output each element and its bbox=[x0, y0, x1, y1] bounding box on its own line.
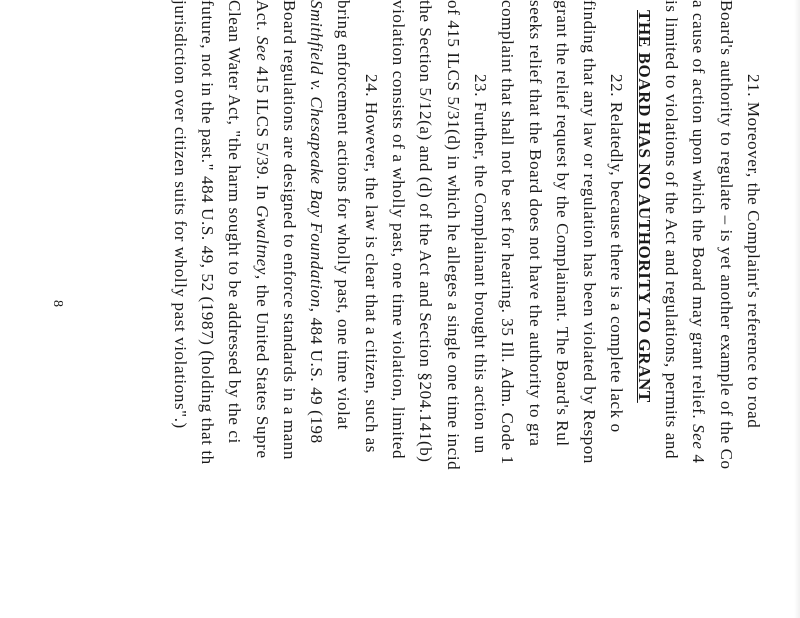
paragraph-line: complaint that shall not be set for hearing. 35 Ill. Adm. Code 1 bbox=[498, 0, 518, 465]
paragraph-first-line: 24. However, the law is clear that a citizen, such as bbox=[361, 74, 381, 454]
paragraph-first-line: 22. Relatedly, because there is a complete lack o bbox=[607, 74, 627, 433]
paragraph-line: is limited to violations of the Act and regulations, permits and bbox=[662, 0, 682, 460]
paragraph-line: Board's authority to regulate – is yet another example of the Co bbox=[716, 0, 736, 470]
page-number: 8 bbox=[50, 300, 65, 307]
paragraph-line: seeks relief that the Board does not have the authority to gra bbox=[525, 0, 545, 447]
paragraph-line: violation consists of a wholly past, one time violation, limited bbox=[389, 0, 409, 460]
paragraph-line: of 415 ILCS 5/31(d) in which he alleges a single one time incid bbox=[443, 0, 463, 471]
section-heading: THE BOARD HAS NO AUTHORITY TO GRANT bbox=[634, 10, 654, 403]
paragraph-line: Smithfield v. Chesapeake Bay Foundation, 484 U.S. 49 (198 bbox=[307, 0, 327, 444]
paragraph-line: a cause of action upon which the Board may grant relief. See 4 bbox=[689, 0, 709, 464]
paragraph-line: Board regulations are designed to enforce standards in a mann bbox=[279, 0, 299, 461]
paragraph-line: Clean Water Act, "the harm sought to be addressed by the ci bbox=[225, 0, 245, 444]
paragraph-line: the Section 5/12(a) and (d) of the Act and Section §204.141(b) bbox=[416, 0, 436, 463]
paragraph-line: bring enforcement actions for wholly past, one time violat bbox=[334, 0, 354, 430]
paragraph-line: finding that any law or regulation has been violated by Respon bbox=[580, 0, 600, 464]
paragraph-line: jurisdiction over citizen suits for wholly past violations".) bbox=[170, 0, 190, 429]
paragraph-first-line: 21. Moreover, the Complaint's reference to road bbox=[744, 74, 763, 429]
paragraph-line: Act. See 415 ILCS 5/39. In Gwaltney, the United States Supre bbox=[252, 0, 272, 459]
paragraph-first-line: 23. Further, the Complainant brought this action un bbox=[471, 74, 490, 454]
paragraph-line: future, not in the past." 484 U.S. 49, 52 (1987) (holding that th bbox=[198, 0, 217, 465]
paragraph-line: grant the relief request by the Complainant. The Board's Rul bbox=[552, 0, 572, 447]
scan-edge bbox=[794, 0, 800, 618]
